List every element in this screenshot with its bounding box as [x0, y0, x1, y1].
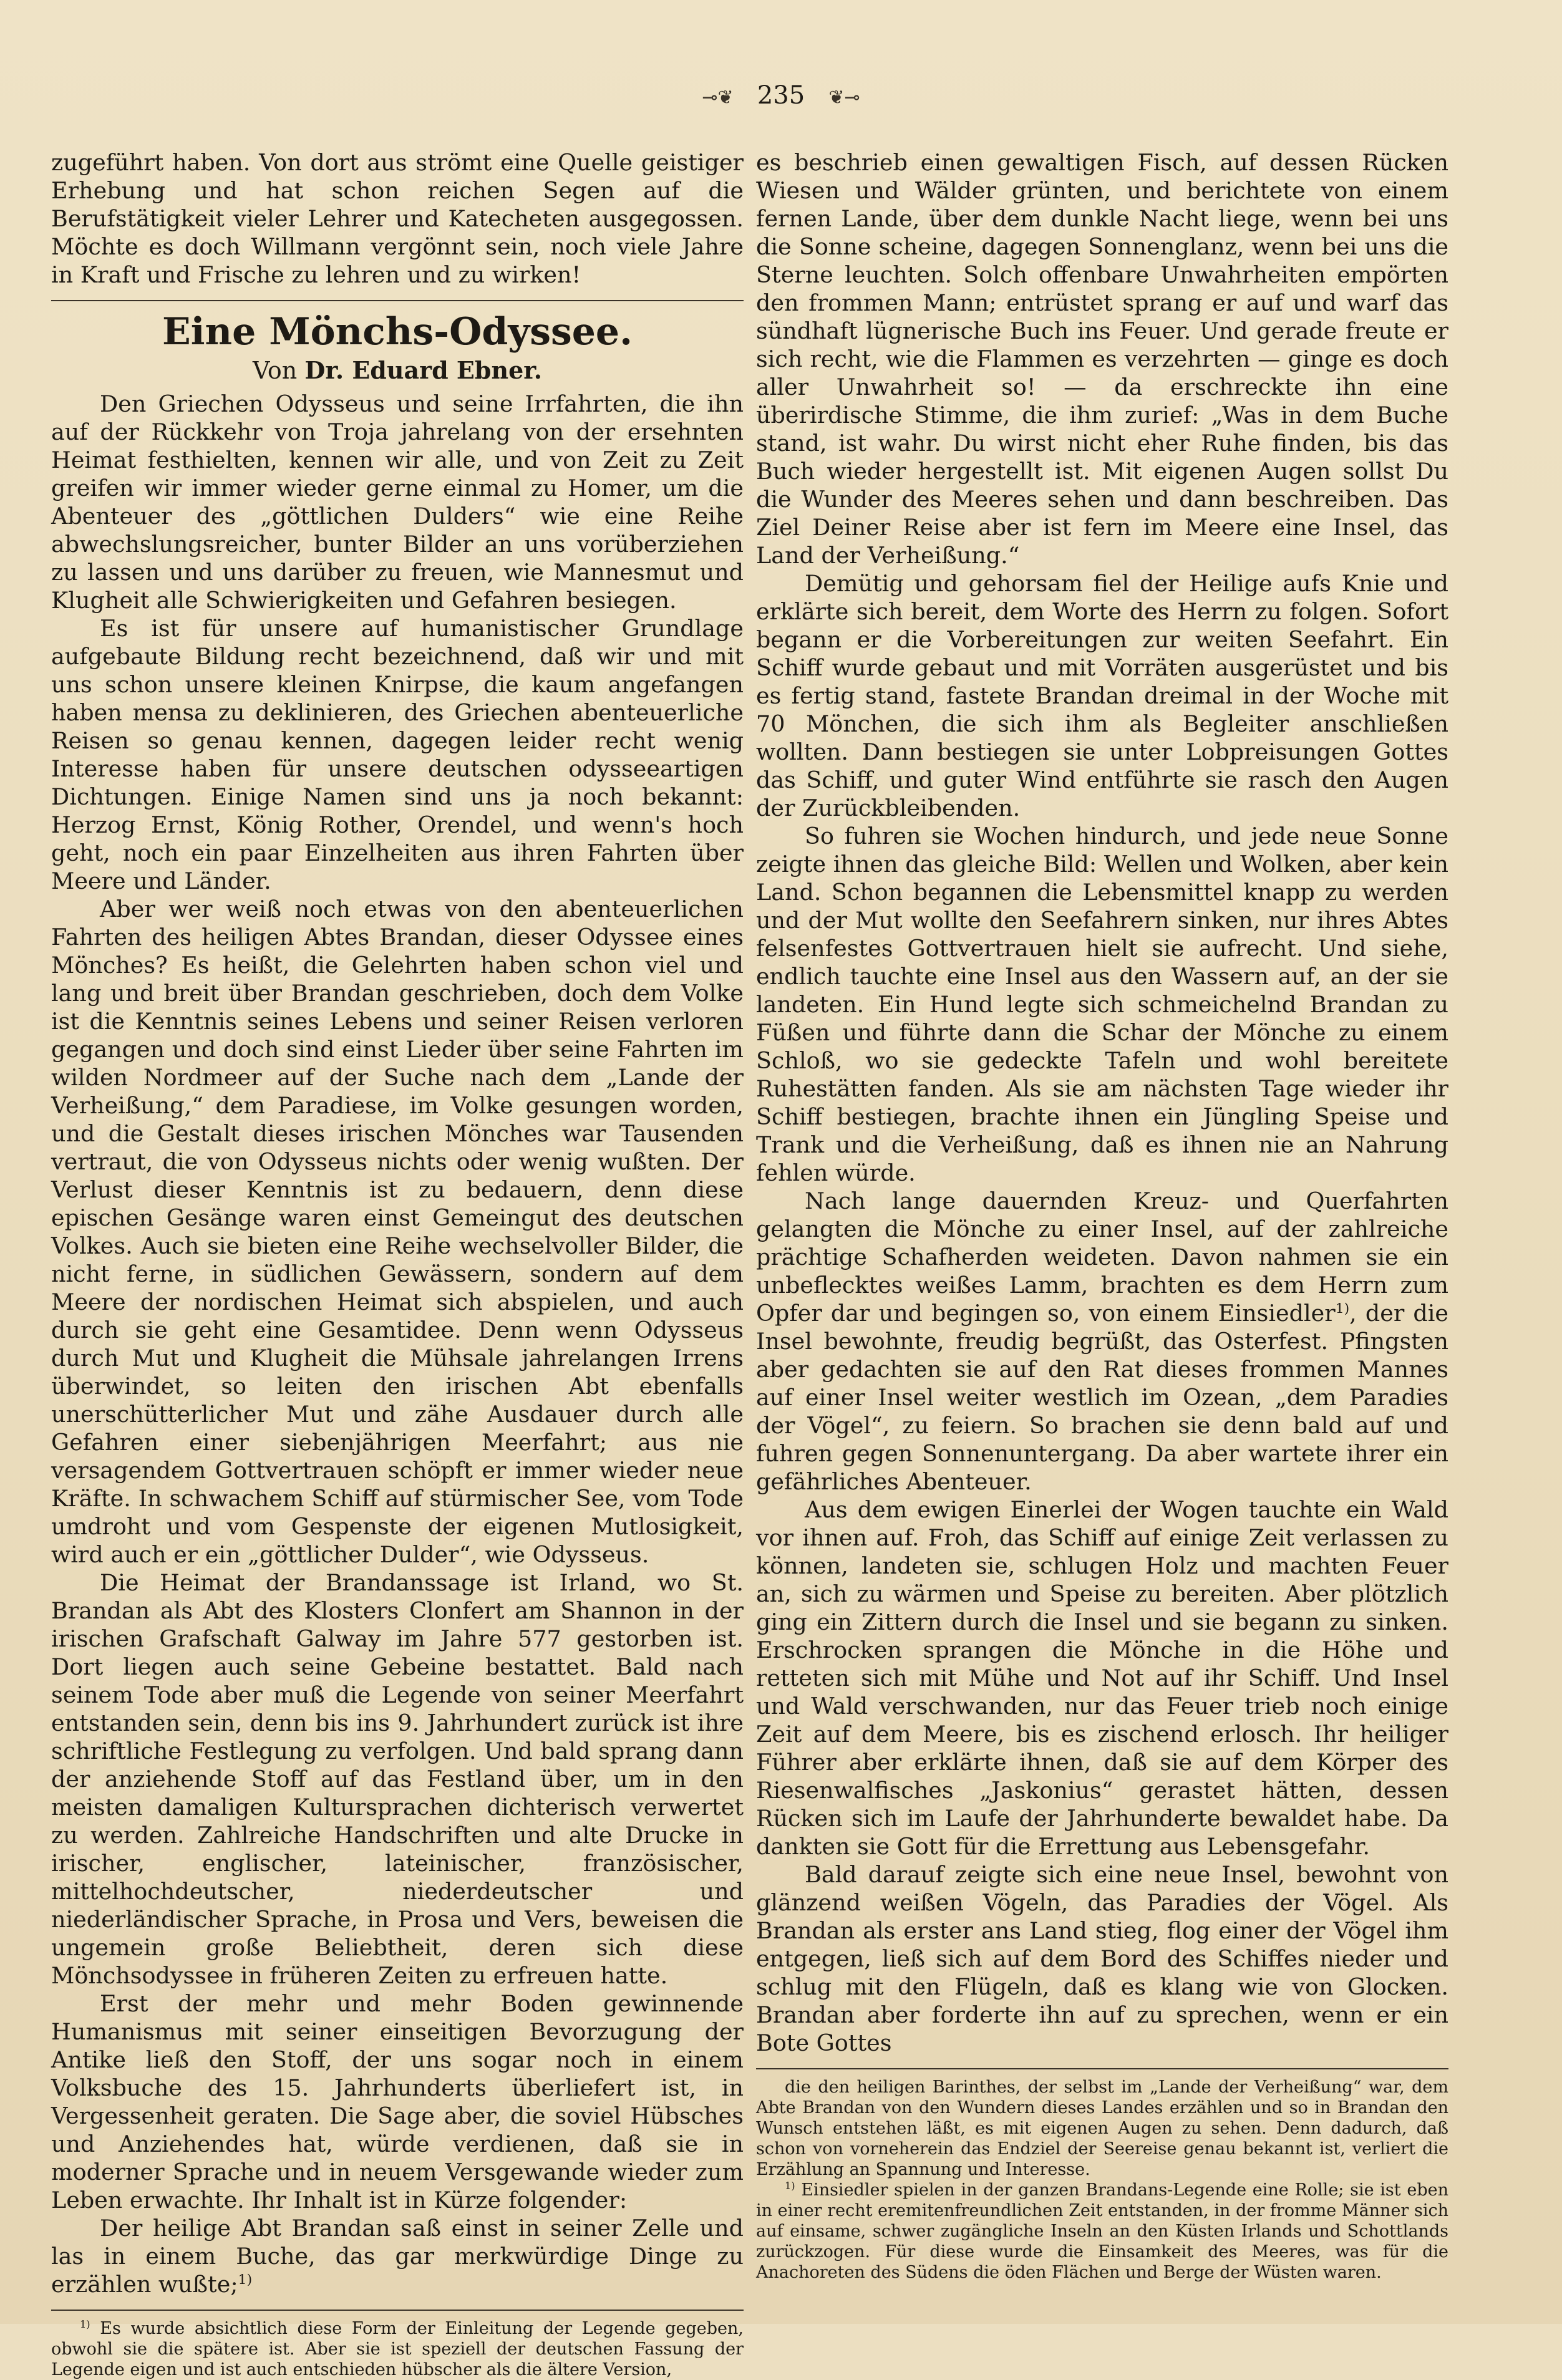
body-paragraph-text: Nach lange dauernden Kreuz- und Querfahrten gelangten die Mönche zu einer Insel, auf der zahlreiche prächtige Schafherden weideten. Davon nahmen sie ein unbeflecktes weißes Lamm, brachten es dem Herrn zum Opfer dar und begingen so, von einem Einsiedler [756, 1188, 1448, 1327]
byline [51, 355, 744, 386]
body-paragraph: Aber wer weiß noch etwas von den abenteuerlichen Fahrten des heiligen Abtes Brandan, dieser Odyssee eines Mönches? Es heißt, die Gelehrten haben schon viel und lang und breit über Brandan geschrieben, doch dem Volke ist die Kenntnis seines Lebens und seiner Reisen verloren gegangen und doch sind einst Lieder über seine Fahrten im wilden Nordmeer auf der Suche nach dem „Lande der Verheißung,“ dem Paradiese, im Volke gesungen worden, und die Gestalt dieses irischen Mönches war Tausenden vertraut, die von Odysseus nichts oder wenig wußten. Der Verlust dieser Kenntnis ist zu bedauern, denn diese epischen Gesänge waren einst Gemeingut des deutschen Volkes. Auch sie bieten eine Reihe wechselvoller Bilder, die nicht ferne, in südlichen Gewässern, sondern auf dem Meere der nordischen Heimat sich abspielen, und auch durch sie geht eine Gesamtidee. Denn wenn Odysseus durch Mut und Klugheit die Mühsale jahrelangen Irrens überwindet, so leiten den irischen Abt ebenfalls unerschütterlicher Mut und zähe Ausdauer durch alle Gefahren einer siebenjährigen Meerfahrt; aus nie versagendem Gottvertrauen schöpft er immer wieder neue Kräfte. In schwachem Schiff auf stürmischer See, vom Tode umdroht und vom Gespenste der eigenen Mutlosigkeit, wird auch er ein „göttlicher Dulder“, wie Odysseus. [51, 896, 744, 1568]
footnote [756, 2180, 1448, 2283]
footnote-marker: 1) [785, 2180, 795, 2192]
body-paragraph: Demütig und gehorsam fiel der Heilige aufs Knie und erklärte sich bereit, dem Worte des Herrn zu folgen. Sofort begann er die Vorbereitungen zur weiten Seefahrt. Ein Schiff wurde gebaut und mit Vorräten ausgerüstet und bis es fertig stand, fastete Brandan dreimal in der Woche mit 70 Mönchen, die sich ihm als Begleiter anschließen wollten. Dann bestiegen sie unter Lobpreisungen Gottes das Schiff, und guter Wind entführte sie rasch den Augen der Zurückbleibenden. [756, 570, 1448, 821]
byline-author: Dr. Eduard Ebner. [304, 356, 543, 384]
footnote [51, 2318, 744, 2380]
footnote-ref: 1) [238, 2271, 253, 2288]
ornament-right-icon: ❦⊸ [828, 87, 860, 109]
footnote-ref: 1) [1335, 1300, 1350, 1317]
footnote-block-left [51, 2310, 744, 2380]
left-column [51, 148, 744, 2380]
footnote-text: Es wurde absichtlich diese Form der Einleitung der Legende gegeben, obwohl sie die spätere ist. Aber sie ist speziell der deutschen Fassung der Legende eigen und ist auch entschieden hübscher als die ältere Version, [51, 2319, 744, 2379]
footnote-continuation: die den heiligen Barinthes, der selbst im „Lande der Verheißung“ war, dem Abte Brandan von den Wundern dieses Landes erzählen und so in Brandan den Wunsch entstehen läßt, es mit eigenen Augen zu sehen. Denn dadurch, daß schon von vorneherein das Endziel der Seereise genau bekannt ist, verliert die Erzählung an Spannung und Interesse. [756, 2078, 1448, 2179]
article-title: Eine Mönchs-Odyssee. [162, 310, 633, 354]
body-paragraph [756, 1187, 1448, 1496]
byline-prefix: Von [252, 357, 298, 384]
body-paragraph: Erst der mehr und mehr Boden gewinnende Humanismus mit seiner einseitigen Bevorzugung der Antike ließ den Stoff, der uns sogar noch in einem Volksbuche des 15. Jahrhunderts überliefert ist, in Vergessenheit geraten. Die Sage aber, die soviel Hübsches und Anziehendes hat, würde verdienen, daß sie in moderner Sprache und in neuem Versgewande wieder zum Leben erwachte. Ihr Inhalt ist in Kürze folgender: [51, 1990, 744, 2213]
body-paragraph [51, 2214, 744, 2298]
body-paragraph: Aus dem ewigen Einerlei der Wogen tauchte ein Wald vor ihnen auf. Froh, das Schiff auf einige Zeit verlassen zu können, landeten sie, schlugen Holz und machten Feuer an, sich zu wärmen und Speise zu bereiten. Aber plötzlich ging ein Zittern durch die Insel und sie begann zu sinken. Erschrocken sprangen die Mönche in die Höhe und retteten sich mit Mühe und Not auf ihr Schiff. Und Insel und Wald verschwanden, nur das Feuer trieb noch einige Zeit auf dem Meere, bis es zischend erlosch. Ihr heiliger Führer aber erklärte ihnen, daß sie auf dem Körper des Riesenwalfisches „Jaskonius“ gerastet hätten, dessen Rücken sich im Laufe der Jahrhunderte bewaldet habe. Da dankten sie Gott für die Errettung aus Lebensgefahr. [756, 1496, 1448, 1860]
body-paragraph: Es ist für unsere auf humanistischer Grundlage aufgebaute Bildung recht bezeichnend, daß wir und mit uns schon unsere kleinen Knirpse, die kaum angefangen haben mensa zu deklinieren, des Griechen abenteuerliche Reisen so genau kennen, dagegen leider recht wenig Interesse haben für unsere deutschen odysseeartigen Dichtungen. Einige Namen sind uns ja noch bekannt: Herzog Ernst, König Rother, Orendel, und wenn's hoch geht, noch ein paar Einzelheiten aus ihren Fahrten über Meere und Länder. [51, 615, 744, 894]
page-header [0, 81, 1562, 110]
body-paragraph: Den Griechen Odysseus und seine Irrfahrten, die ihn auf der Rückkehr von Troja jahrelang von der ersehnten Heimat festhielten, kennen wir alle, und von Zeit zu Zeit greifen wir immer wieder gerne einmal zu Homer, um die Abenteuer des „göttlichen Dulders“ wie eine Reihe abwechslungsreicher, bunter Bilder an uns vorüberziehen zu lassen und uns darüber zu freuen, wie Mannesmut und Klugheit alle Schwierigkeiten und Gefahren besiegen. [51, 390, 744, 614]
footnote-marker: 1) [80, 2318, 90, 2330]
intro-paragraph: zugeführt haben. Von dort aus strömt eine Quelle geistiger Erhebung und hat schon reichen Segen auf die Berufstätigkeit vieler Lehrer und Katecheten ausgegossen. Möchte es doch Willmann vergönnt sein, noch viele Jahre in Kraft und Frische zu lehren und zu wirken! [51, 149, 744, 288]
page-number: 235 [757, 81, 805, 110]
body-paragraph: Die Heimat der Brandanssage ist Irland, wo St. Brandan als Abt des Klosters Clonfert am Shannon in der irischen Grafschaft Galway im Jahre 577 gestorben ist. Dort liegen auch seine Gebeine bestattet. Bald nach seinem Tode aber muß die Legende von seiner Meerfahrt entstanden sein, denn bis ins 9. Jahrhundert zurück ist ihre schriftliche Festlegung zu verfolgen. Und bald sprang dann der anziehende Stoff auf das Festland über, um in den meisten damaligen Kultursprachen dichterisch verwertet zu werden. Zahlreiche Handschriften und alte Drucke in irischer, englischer, lateinischer, französischer, mittelhochdeutscher, niederdeutscher und niederländischer Sprache, in Prosa und Vers, beweisen die ungemein große Beliebtheit, deren sich diese Mönchsodyssee in früheren Zeiten zu erfreuen hatte. [51, 1569, 744, 1989]
section-divider [51, 300, 744, 301]
body-paragraph: es beschrieb einen gewaltigen Fisch, auf dessen Rücken Wiesen und Wälder grünten, und berichtete von einem fernen Lande, über dem dunkle Nacht liege, wenn bei uns die Sonne scheine, dagegen Sonnenglanz, wenn bei uns die Sterne leuchten. Solch offenbare Unwahrheiten empörten den frommen Mann; entrüstet sprang er auf und warf das sündhaft lügnerische Buch ins Feuer. Und gerade freute er sich recht, wie die Flammen es verzehrten — ginge es doch aller Unwahrheit so! — da erschreckte ihn eine überirdische Stimme, die ihm zurief: „Was in dem Buche stand, ist wahr. Du wirst nicht eher Ruhe finden, bis das Buch wieder hergestellt ist. Mit eigenen Augen sollst Du die Wunder des Meeres sehen und dann beschreiben. Das Ziel Deiner Reise aber ist fern im Meere eine Insel, das Land der Verheißung.“ [756, 149, 1448, 569]
body-paragraph-text: , der die Insel bewohnte, freudig begrüßt, das Osterfest. Pfingsten aber gedachten sie auf den Rat dieses frommen Mannes auf einer Insel weiter westlich im Ozean, „dem Paradies der Vögel“, zu feiern. So brachen sie denn bald auf und fuhren gegen Sonnenuntergang. Da aber wartete ihrer ein gefährliches Abenteuer. [756, 1300, 1448, 1495]
body-paragraph: Bald darauf zeigte sich eine neue Insel, bewohnt von glänzend weißen Vögeln, das Paradies der Vögel. Als Brandan als erster ans Land stieg, flog einer der Vögel ihm entgegen, ließ sich auf dem Bord des Schiffes nieder und schlug mit den Flügeln, daß es klang wie von Glocken. Brandan aber forderte ihn auf zu sprechen, wenn er ein Bote Gottes [756, 1861, 1448, 2056]
body-paragraph: So fuhren sie Wochen hindurch, und jede neue Sonne zeigte ihnen das gleiche Bild: Wellen und Wolken, aber kein Land. Schon begannen die Lebensmittel knapp zu werden und der Mut wollte den Seefahrern sinken, nur ihres Abtes felsenfestes Gottvertrauen hielt sie aufrecht. Und siehe, endlich tauchte eine Insel aus den Wassern auf, an der sie landeten. Ein Hund legte sich schmeichelnd Brandan zu Füßen und führte dann die Schar der Mönche zu einem Schloß, wo sie gedeckte Tafeln und wohl bereitete Ruhestätten fanden. Als sie am nächsten Tage wieder ihr Schiff bestiegen, brachte ihnen ein Jüngling Speise und Trank und die Verheißung, daß es ihnen nie an Nahrung fehlen würde. [756, 823, 1448, 1186]
footnote-block-right [756, 2068, 1448, 2283]
footnote-text: Einsiedler spielen in der ganzen Brandans-Legende eine Rolle; sie ist eben in einer recht eremitenfreundlichen Zeit entstanden, in der fromme Männer sich auf einsame, schwer zugängliche Inseln an den Küsten Irlands und Schottlands zurückzogen. Für diese wurde die Einsamkeit des Meeres, was für die Anachoreten des Südens die öden Flächen und Berge der Wüsten waren. [756, 2180, 1448, 2282]
ornament-left-icon: ⊸❦ [702, 87, 734, 109]
body-paragraph-text: Der heilige Abt Brandan saß einst in seiner Zelle und las in einem Buche, das gar merkwürdige Dinge zu erzählen wußte; [51, 2215, 744, 2298]
right-column [756, 148, 1448, 2283]
